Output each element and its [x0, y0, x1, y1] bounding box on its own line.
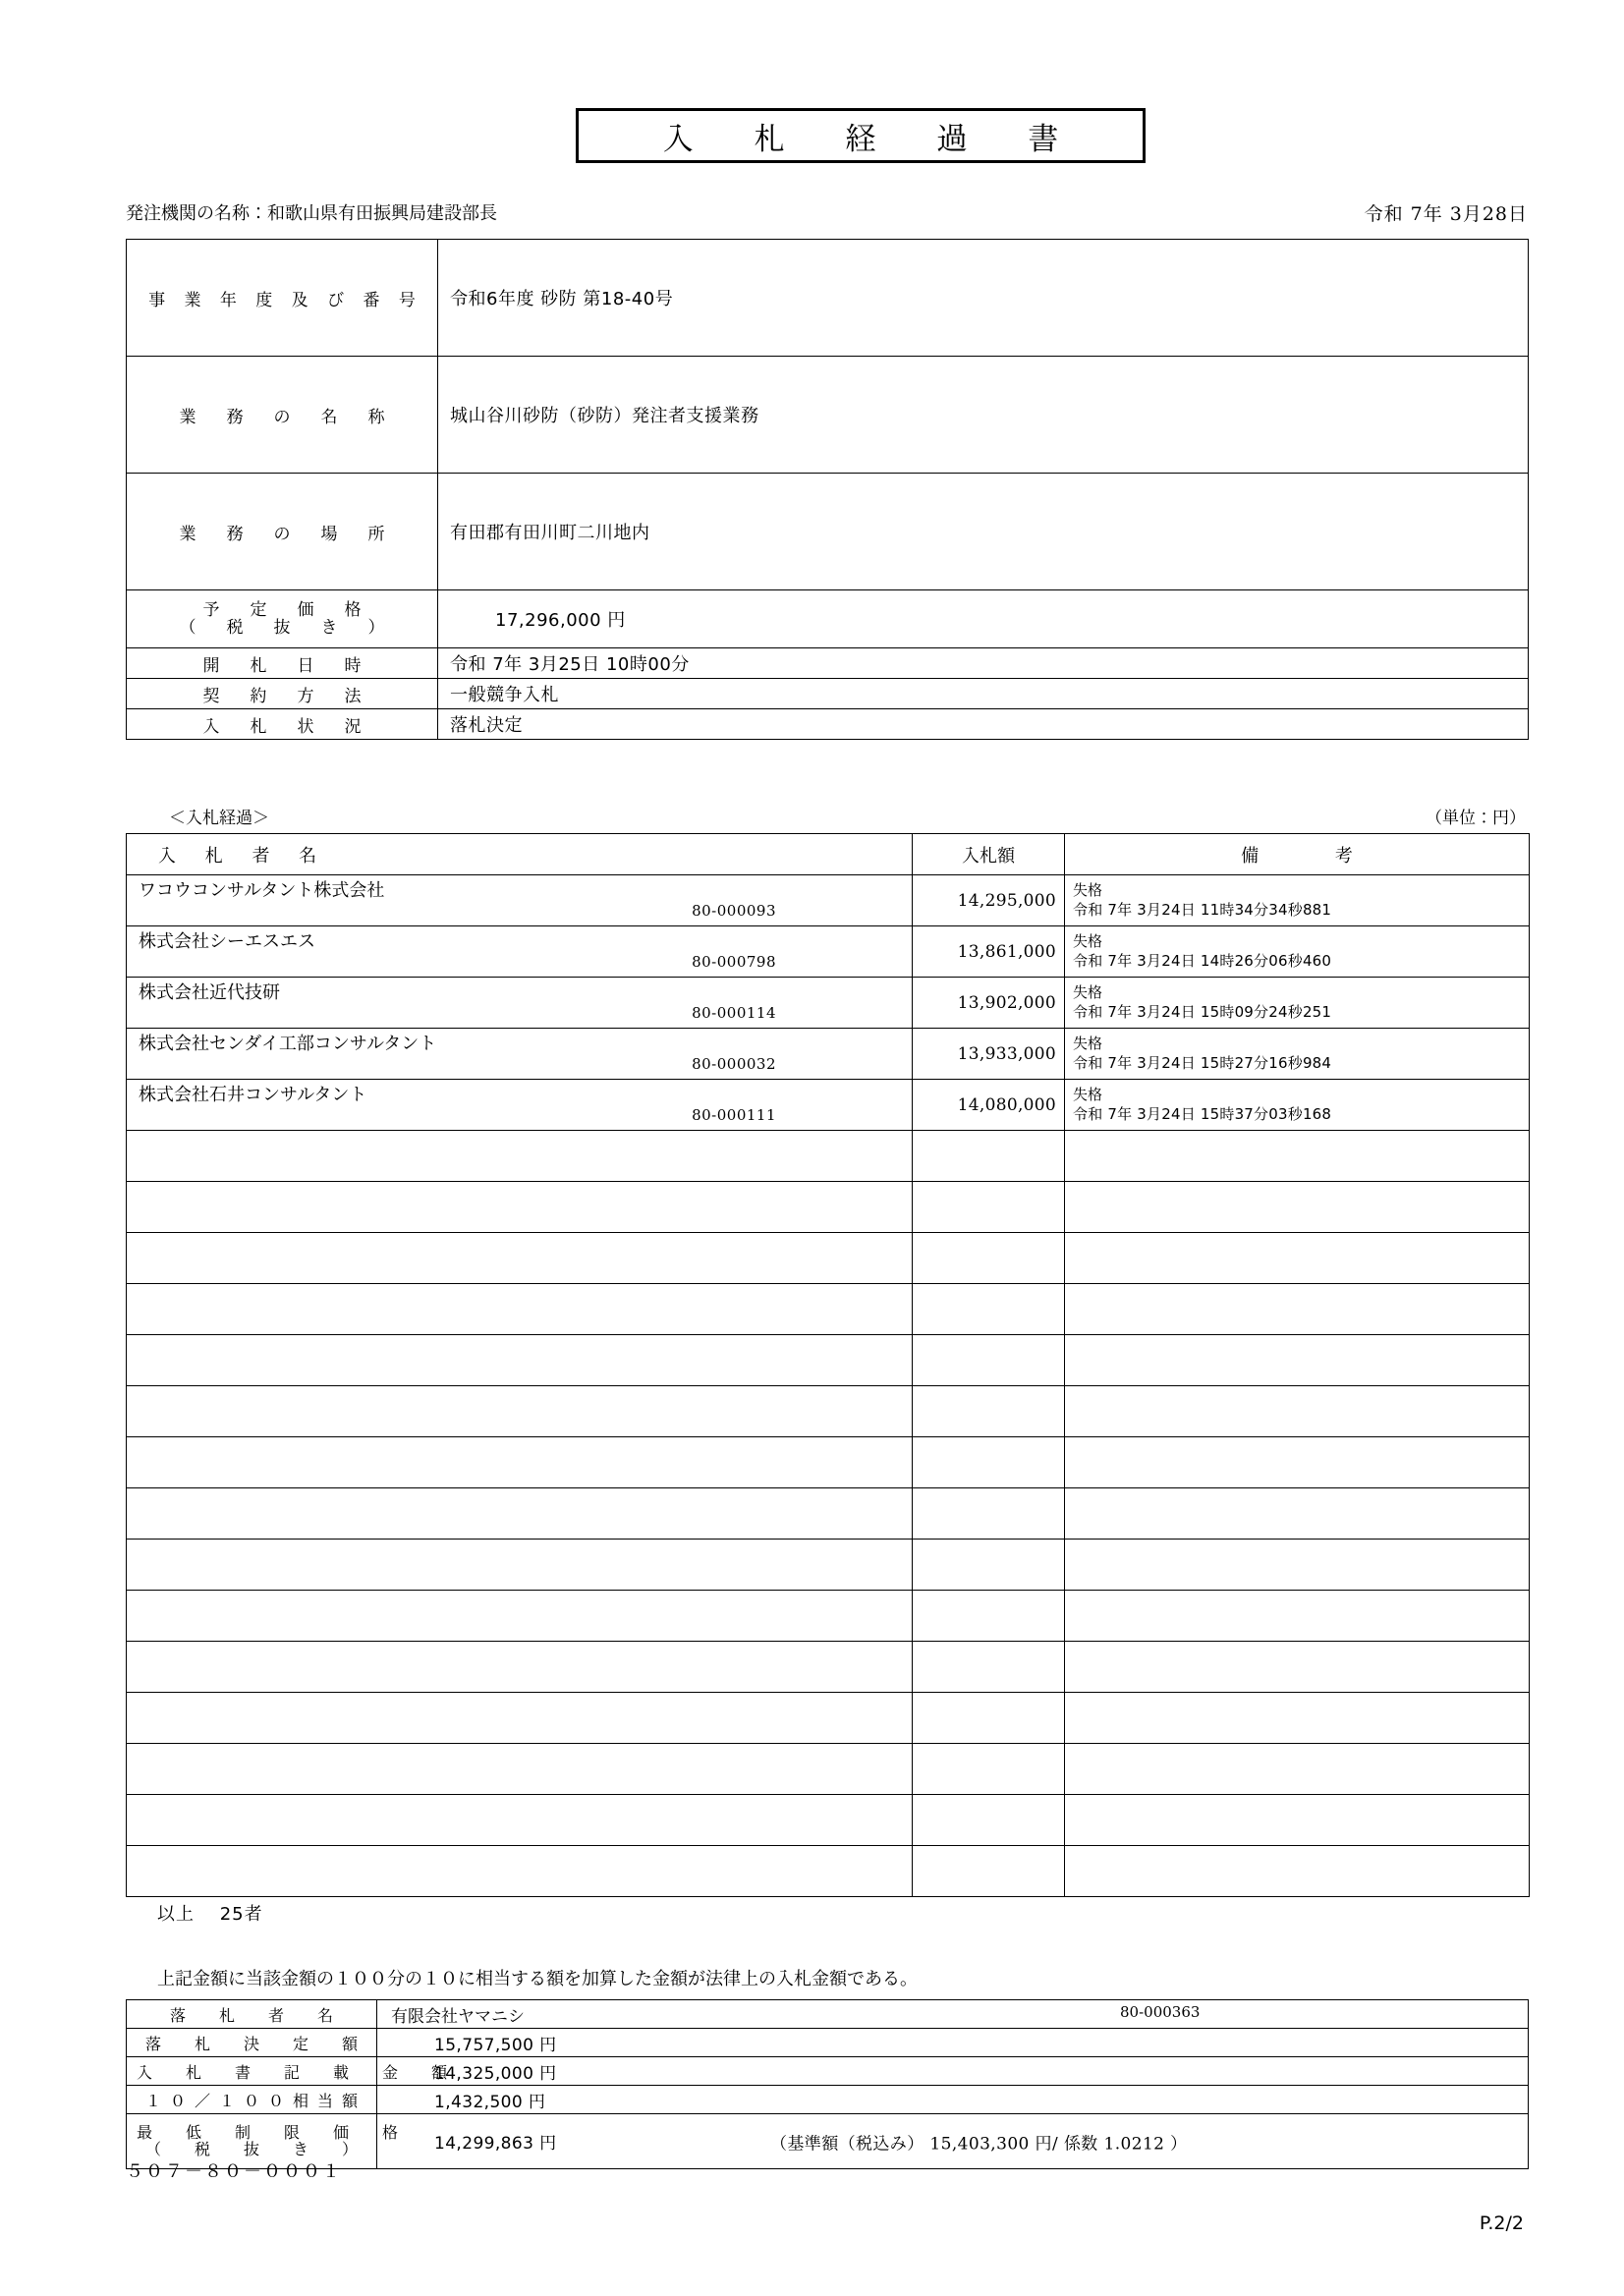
project-info-table	[126, 239, 1529, 740]
table-row	[127, 875, 1530, 926]
bid-results-table	[126, 833, 1530, 1897]
bid-cell-amount	[913, 1795, 1065, 1846]
status-badge	[1073, 1753, 1523, 1769]
status-badge	[1073, 1497, 1523, 1514]
bidder-total-count: 以上 25者	[157, 1904, 263, 1925]
bid-cell-amount: 13,933,000	[913, 1029, 1065, 1080]
bid-cell-note	[1065, 1591, 1530, 1642]
bidder-name	[139, 1597, 902, 1617]
bid-timestamp	[1073, 1156, 1523, 1173]
info-row-project-location	[127, 474, 1529, 590]
bidder-name	[139, 1291, 902, 1311]
status-badge	[1073, 1599, 1523, 1616]
minimum-price-label-line2: （ 税 抜 き ）	[144, 2139, 366, 2158]
minimum-price-label-line1: 最 低 制 限 価 格	[137, 2122, 408, 2142]
bid-timestamp: 令和 7年 3月24日 15時37分03秒168	[1073, 1104, 1332, 1123]
minimum-price-text: 14,299,863 円	[434, 2134, 557, 2154]
bidder-name: 株式会社近代技研	[139, 982, 280, 1004]
bid-cell-note	[1065, 1029, 1530, 1080]
bid-timestamp	[1073, 1207, 1523, 1224]
bid-cell-bidder	[127, 1335, 913, 1386]
bidder-name	[139, 1853, 902, 1873]
info-row-bid-status	[127, 709, 1529, 740]
page-title: 入 札 経 過 書	[662, 121, 1085, 157]
bidder-name	[139, 1240, 902, 1260]
bid-cell-bidder	[127, 1591, 913, 1642]
info-value-planned-price: 17,296,000 円	[438, 590, 1529, 648]
bid-cell-note	[1065, 1693, 1530, 1744]
bid-cell-bidder	[127, 1131, 913, 1182]
result-label-ten-percent: １０／１００相当額	[127, 2086, 377, 2114]
bid-cell-note	[1065, 926, 1530, 978]
info-label-contract-method: 契 約 方 法	[127, 679, 438, 709]
info-label-planned-price	[127, 590, 438, 648]
status-badge	[1073, 1344, 1523, 1361]
bid-cell-note	[1065, 1386, 1530, 1437]
bid-timestamp	[1073, 1463, 1523, 1480]
info-row-fiscal-year	[127, 240, 1529, 357]
table-row	[127, 1642, 1530, 1693]
bid-header-amount: 入札額	[913, 834, 1065, 875]
base-amount-note	[770, 2129, 1188, 2154]
info-value-project-name: 城山谷川砂防（砂防）発注者支援業務	[438, 357, 1529, 474]
bidder-code: 80-000798	[692, 952, 776, 971]
bidder-code: 80-000032	[692, 1054, 776, 1073]
bid-cell-bidder	[127, 1233, 913, 1284]
bidder-code	[139, 1719, 902, 1737]
planned-price-label-line2: （ 税 抜 き ）	[179, 618, 392, 638]
bidder-name	[139, 1444, 902, 1464]
bid-timestamp	[1073, 1361, 1523, 1377]
status-badge	[1073, 1702, 1523, 1718]
bid-cell-bidder	[127, 875, 913, 926]
status-badge: 失格	[1073, 982, 1103, 1001]
bid-timestamp: 令和 7年 3月24日 14時26分06秒460	[1073, 951, 1332, 970]
bid-cell-bidder	[127, 1080, 913, 1131]
bidder-name: 株式会社シーエスエス	[139, 931, 315, 953]
bidder-code: 80-000114	[692, 1003, 776, 1022]
winner-code: 80-000363	[1120, 2003, 1201, 2021]
bidder-name	[139, 1342, 902, 1362]
result-value-award-amount: 15,757,500 円	[377, 2029, 1529, 2057]
bid-timestamp	[1073, 1820, 1523, 1837]
bid-timestamp	[1073, 1616, 1523, 1633]
table-row	[127, 1029, 1530, 1080]
table-row	[127, 1437, 1530, 1488]
bid-timestamp	[1073, 1259, 1523, 1275]
bidder-name	[139, 1802, 902, 1821]
table-row	[127, 1488, 1530, 1540]
bid-timestamp: 令和 7年 3月24日 15時09分24秒251	[1073, 1002, 1332, 1021]
bid-cell-amount	[913, 1540, 1065, 1591]
table-row	[127, 1540, 1530, 1591]
bid-cell-note	[1065, 978, 1530, 1029]
document-number: ５０７－８０－０００１	[126, 2161, 342, 2182]
bidder-code	[139, 1413, 902, 1430]
info-row-planned-price	[127, 590, 1529, 648]
bid-timestamp: 令和 7年 3月24日 11時34分34秒881	[1073, 900, 1332, 919]
result-row-bid-document-amount	[127, 2057, 1529, 2086]
info-row-project-name	[127, 357, 1529, 474]
bid-cell-amount	[913, 1131, 1065, 1182]
info-label-project-name: 業 務 の 名 称	[127, 357, 438, 474]
status-badge	[1073, 1804, 1523, 1820]
status-badge	[1073, 1242, 1523, 1259]
table-row	[127, 1693, 1530, 1744]
bid-cell-note	[1065, 1335, 1530, 1386]
bid-cell-note	[1065, 1846, 1530, 1897]
bid-cell-note	[1065, 1744, 1530, 1795]
status-badge: 失格	[1073, 880, 1103, 899]
bidder-name	[139, 1495, 902, 1515]
bid-timestamp	[1073, 1769, 1523, 1786]
result-value-bid-document-amount: 14,325,000 円	[377, 2057, 1529, 2086]
bid-timestamp	[1073, 1310, 1523, 1326]
bid-timestamp	[1073, 1718, 1523, 1735]
info-value-project-location: 有田郡有田川町二川地内	[438, 474, 1529, 590]
bid-cell-note	[1065, 1131, 1530, 1182]
bid-cell-amount	[913, 1335, 1065, 1386]
table-row	[127, 1182, 1530, 1233]
result-label-award-amount: 落 札 決 定 額	[127, 2029, 377, 2057]
bid-cell-note	[1065, 1795, 1530, 1846]
bidder-name: 株式会社センダイ工部コンサルタント	[139, 1034, 437, 1055]
info-label-fiscal-year: 事 業 年 度 及 び 番 号	[127, 240, 438, 357]
bidder-code	[139, 1566, 902, 1584]
bid-cell-amount	[913, 1437, 1065, 1488]
info-value-bid-status: 落札決定	[438, 709, 1529, 740]
bid-header-note: 備 考	[1065, 834, 1530, 875]
bidder-name: 株式会社石井コンサルタント	[139, 1085, 367, 1106]
bid-cell-note	[1065, 1182, 1530, 1233]
status-badge	[1073, 1395, 1523, 1412]
bid-cell-bidder	[127, 1284, 913, 1335]
status-badge: 失格	[1073, 1085, 1103, 1103]
bid-cell-bidder	[127, 1642, 913, 1693]
legal-note: 上記金額に当該金額の１００分の１０に相当する額を加算した金額が法律上の入札金額である。	[157, 1969, 918, 1989]
info-label-bid-status: 入 札 状 況	[127, 709, 438, 740]
result-value-winner	[377, 2000, 1529, 2029]
bid-cell-bidder	[127, 1437, 913, 1488]
bidder-code	[139, 1821, 902, 1839]
bid-cell-amount	[913, 1642, 1065, 1693]
document-title-box	[576, 108, 1146, 163]
bid-cell-bidder	[127, 1540, 913, 1591]
bid-timestamp: 令和 7年 3月24日 15時27分16秒984	[1073, 1053, 1332, 1072]
bid-timestamp	[1073, 1565, 1523, 1582]
info-value-open-date: 令和 7年 3月25日 10時00分	[438, 648, 1529, 679]
bid-cell-amount	[913, 1846, 1065, 1897]
bid-header-bidder-name: 入 札 者 名	[127, 834, 913, 875]
bidder-code: 80-000093	[692, 901, 776, 920]
table-row	[127, 1080, 1530, 1131]
bid-cell-amount	[913, 1233, 1065, 1284]
result-row-winner	[127, 2000, 1529, 2029]
bid-cell-note	[1065, 1642, 1530, 1693]
bidder-code	[139, 1515, 902, 1533]
bid-cell-amount	[913, 1591, 1065, 1642]
table-row	[127, 1744, 1530, 1795]
bid-timestamp	[1073, 1667, 1523, 1684]
bid-cell-bidder	[127, 1795, 913, 1846]
bidder-name	[139, 1649, 902, 1668]
table-row	[127, 1131, 1530, 1182]
bid-cell-bidder	[127, 1029, 913, 1080]
bid-cell-bidder	[127, 1846, 913, 1897]
bid-cell-bidder	[127, 978, 913, 1029]
bid-cell-bidder	[127, 1386, 913, 1437]
bidder-code	[139, 1260, 902, 1277]
bidder-name	[139, 1751, 902, 1770]
bid-cell-note	[1065, 1284, 1530, 1335]
status-badge	[1073, 1855, 1523, 1872]
table-row	[127, 1284, 1530, 1335]
bid-cell-amount	[913, 1284, 1065, 1335]
status-badge	[1073, 1446, 1523, 1463]
planned-price-label-line1: 予 定 価 格	[202, 599, 368, 620]
bid-cell-bidder	[127, 926, 913, 978]
info-row-contract-method	[127, 679, 1529, 709]
bid-section-caption: ＜入札経過＞	[169, 809, 269, 828]
bidder-name	[139, 1393, 902, 1413]
info-row-open-date	[127, 648, 1529, 679]
organization-name: 発注機関の名称：和歌山県有田振興局建設部長	[126, 203, 497, 224]
bid-cell-amount	[913, 1182, 1065, 1233]
info-label-open-date: 開 札 日 時	[127, 648, 438, 679]
status-badge	[1073, 1191, 1523, 1207]
result-row-award-amount	[127, 2029, 1529, 2057]
bidder-code	[139, 1873, 902, 1890]
bidder-name	[139, 1138, 902, 1157]
bid-timestamp	[1073, 1872, 1523, 1888]
bidder-name	[139, 1700, 902, 1719]
bidder-code	[139, 1464, 902, 1482]
result-row-ten-percent	[127, 2086, 1529, 2114]
status-badge	[1073, 1140, 1523, 1156]
table-row	[127, 1846, 1530, 1897]
base-amount-value: 15,403,300 円/ 係数 1.0212 ）	[929, 2134, 1188, 2154]
result-value-minimum-price	[377, 2114, 1529, 2169]
info-label-project-location: 業 務 の 場 所	[127, 474, 438, 590]
info-value-contract-method: 一般競争入札	[438, 679, 1529, 709]
bid-cell-note	[1065, 1233, 1530, 1284]
status-badge	[1073, 1651, 1523, 1667]
bidder-code	[139, 1311, 902, 1328]
bidder-code	[139, 1617, 902, 1635]
bid-cell-amount	[913, 1744, 1065, 1795]
table-row	[127, 1795, 1530, 1846]
bidder-name: ワコウコンサルタント株式会社	[139, 880, 385, 902]
info-value-fiscal-year: 令和6年度 砂防 第18-40号	[438, 240, 1529, 357]
table-row	[127, 1233, 1530, 1284]
table-row	[127, 1335, 1530, 1386]
bid-cell-amount: 14,080,000	[913, 1080, 1065, 1131]
winner-name-text: 有限会社ヤマニシ	[391, 2006, 525, 2027]
result-label-winner: 落 札 者 名	[127, 2000, 377, 2029]
bidder-code	[139, 1208, 902, 1226]
bidder-name	[139, 1546, 902, 1566]
bid-cell-amount	[913, 1488, 1065, 1540]
status-badge: 失格	[1073, 931, 1103, 950]
bid-cell-bidder	[127, 1182, 913, 1233]
award-result-table	[126, 1999, 1529, 2169]
bid-cell-bidder	[127, 1488, 913, 1540]
bid-cell-amount: 13,861,000	[913, 926, 1065, 978]
table-row	[127, 1386, 1530, 1437]
table-row	[127, 926, 1530, 978]
bid-timestamp	[1073, 1514, 1523, 1531]
bid-cell-note	[1065, 875, 1530, 926]
bid-cell-note	[1065, 1437, 1530, 1488]
table-row	[127, 978, 1530, 1029]
bidder-code	[139, 1157, 902, 1175]
page-indicator: P.2/2	[1479, 2212, 1524, 2234]
bidder-code	[139, 1770, 902, 1788]
table-row	[127, 1591, 1530, 1642]
status-badge	[1073, 1548, 1523, 1565]
result-value-ten-percent: 1,432,500 円	[377, 2086, 1529, 2114]
bidder-code	[139, 1362, 902, 1379]
bidder-name	[139, 1189, 902, 1208]
bidder-code: 80-000111	[692, 1105, 776, 1124]
bid-cell-note	[1065, 1488, 1530, 1540]
bid-table-header-row	[127, 834, 1530, 875]
base-amount-prefix: （基準額（税込み）	[770, 2134, 924, 2154]
bid-cell-bidder	[127, 1744, 913, 1795]
status-badge	[1073, 1293, 1523, 1310]
bid-cell-note	[1065, 1540, 1530, 1591]
bid-cell-note	[1065, 1080, 1530, 1131]
bid-cell-amount	[913, 1693, 1065, 1744]
bid-cell-amount: 14,295,000	[913, 875, 1065, 926]
unit-note: （単位：円）	[1426, 809, 1526, 828]
bid-cell-bidder	[127, 1693, 913, 1744]
bid-cell-amount: 13,902,000	[913, 978, 1065, 1029]
status-badge: 失格	[1073, 1034, 1103, 1052]
issue-date: 令和 7年 3月28日	[1364, 203, 1528, 225]
bid-timestamp	[1073, 1412, 1523, 1428]
bid-cell-amount	[913, 1386, 1065, 1437]
result-label-bid-document-amount: 入 札 書 記 載 金 額	[127, 2057, 377, 2086]
bidder-code	[139, 1668, 902, 1686]
